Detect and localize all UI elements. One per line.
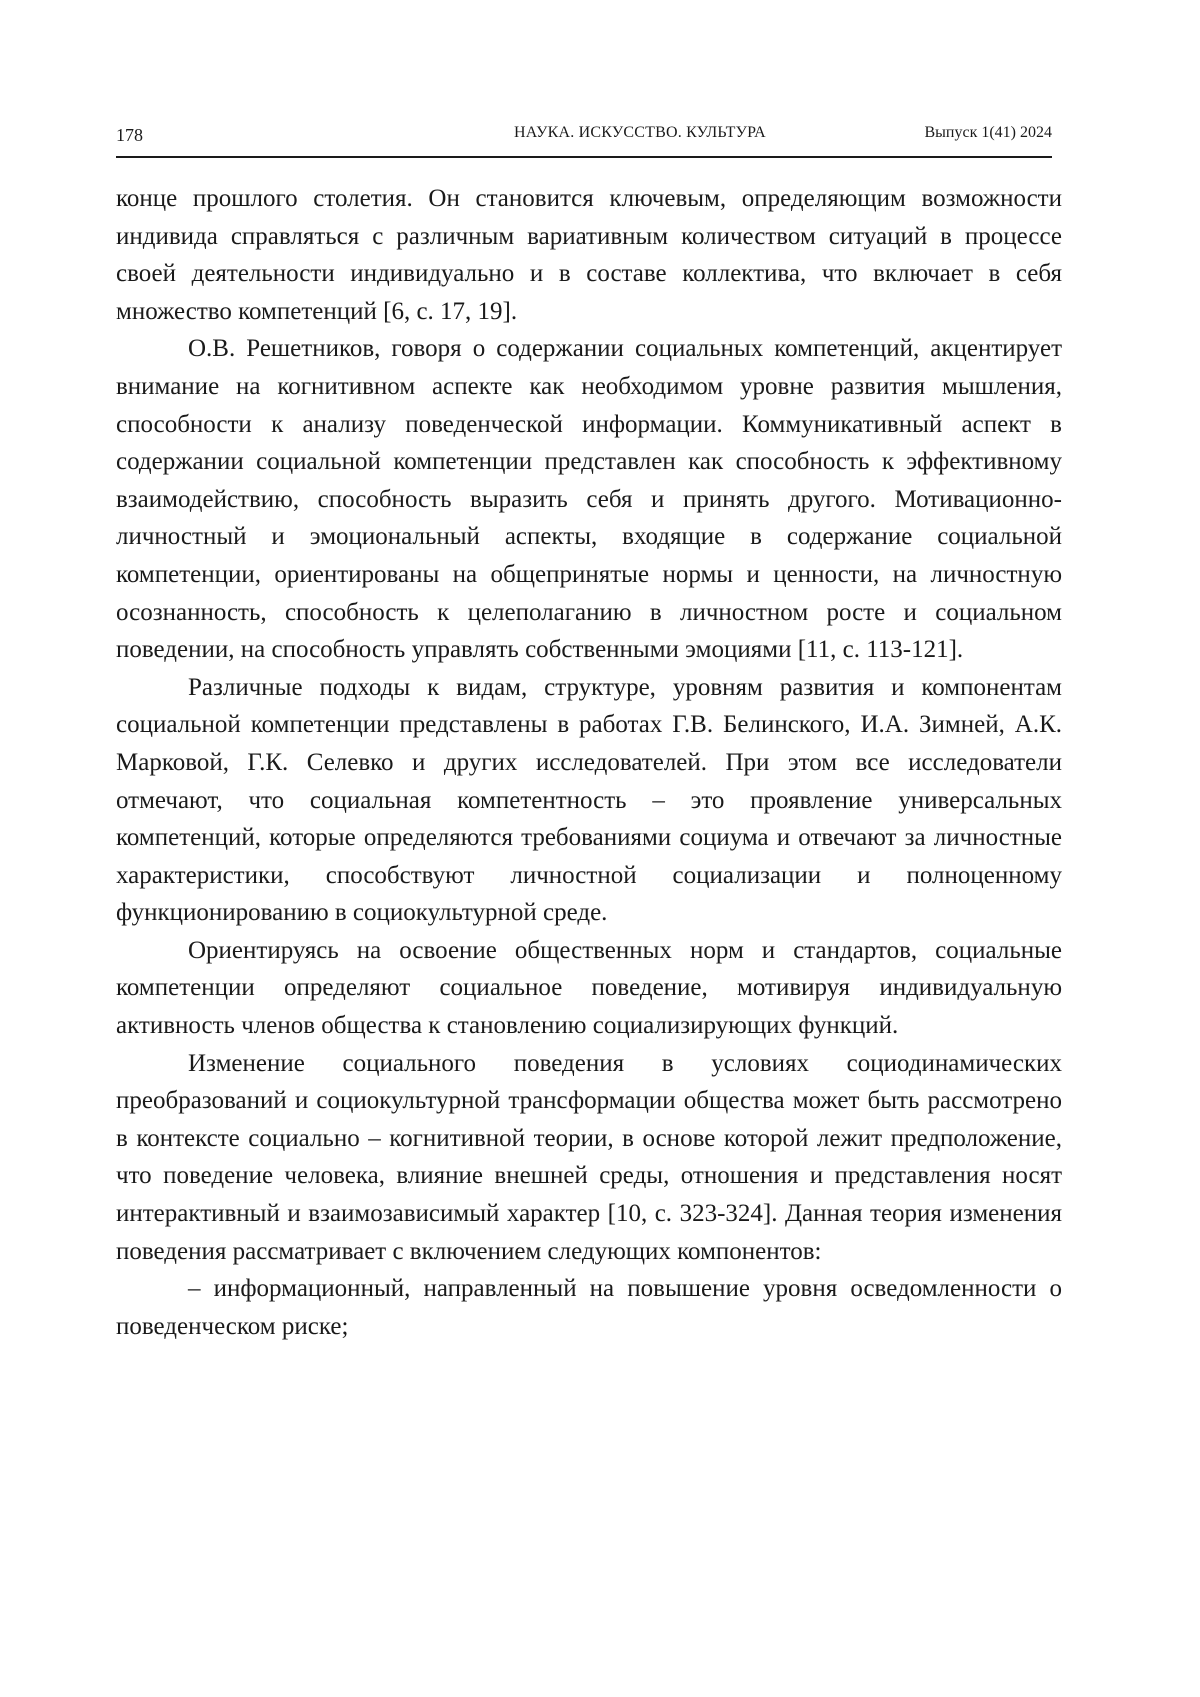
page-number: 178 — [116, 125, 143, 145]
paragraph: Различные подходы к видам, структуре, уровням развития и компонентам социальной компетенции представлены в работах Г.В. Белинского, И.А. Зимней, А.К. Марковой, Г.К. Селевко и других исследователей. При этом все исследователи отмечают, что социальная компетентность – это проявление универсальных компетенций, которые определяются требованиями социума и отвечают за личностные характеристики, способствуют личностной социализации и полноценному функционированию в социокультурной среде. — [116, 673, 1062, 927]
paragraph: Изменение социального поведения в условиях социодинамических преобразований и социокультурной трансформации общества может быть рассмотрено в контексте социально – когнитивной теории, в основе которой лежит предположение, что поведение человека, влияние внешней среды, отношения и представления носят интерактивный и взаимозависимый характер [10, с. 323-324]. Данная теория изменения поведения рассматривает с включением следующих компонентов: — [116, 1049, 1062, 1265]
list-item: – информационный, направленный на повышение уровня осведомленности о поведенческом риске; — [116, 1275, 1062, 1340]
page-header — [116, 120, 1052, 150]
paragraph: Ориентируясь на освоение общественных норм и стандартов, социальные компетенции определяют социальное поведение, мотивируя индивидуальную активность членов общества к становлению социализирующих функций. — [116, 936, 1062, 1040]
header-rule — [116, 156, 1052, 158]
issue-label: Выпуск 1(41) 2024 — [924, 124, 1052, 141]
journal-title: НАУКА. ИСКУССТВО. КУЛЬТУРА — [514, 124, 766, 141]
paragraph-continuation: конце прошлого столетия. Он становится ключевым, определяющим возможности индивида справляться с различным вариативным количеством ситуаций в процессе своей деятельности индивидуально и в составе коллектива, что включает в себя множество компетенций [6, с. 17, 19]. — [116, 185, 1062, 325]
article-body — [116, 180, 1062, 1345]
paragraph: О.В. Решетников, говоря о содержании социальных компетенций, акцентирует внимание на когнитивном аспекте как необходимом уровне развития мышления, способности к анализу поведенческой информации. Коммуникативный аспект в содержании социальной компетенции представлен как способность к эффективному взаимодействию, способность выразить себя и принять другого. Мотивационно-личностный и эмоциональный аспекты, входящие в содержание социальной компетенции, ориентированы на общепринятые нормы и ценности, на личностную осознанность, способность к целеполаганию в личностном росте и социальном поведении, на способность управлять собственными эмоциями [11, с. 113-121]. — [116, 335, 1062, 664]
